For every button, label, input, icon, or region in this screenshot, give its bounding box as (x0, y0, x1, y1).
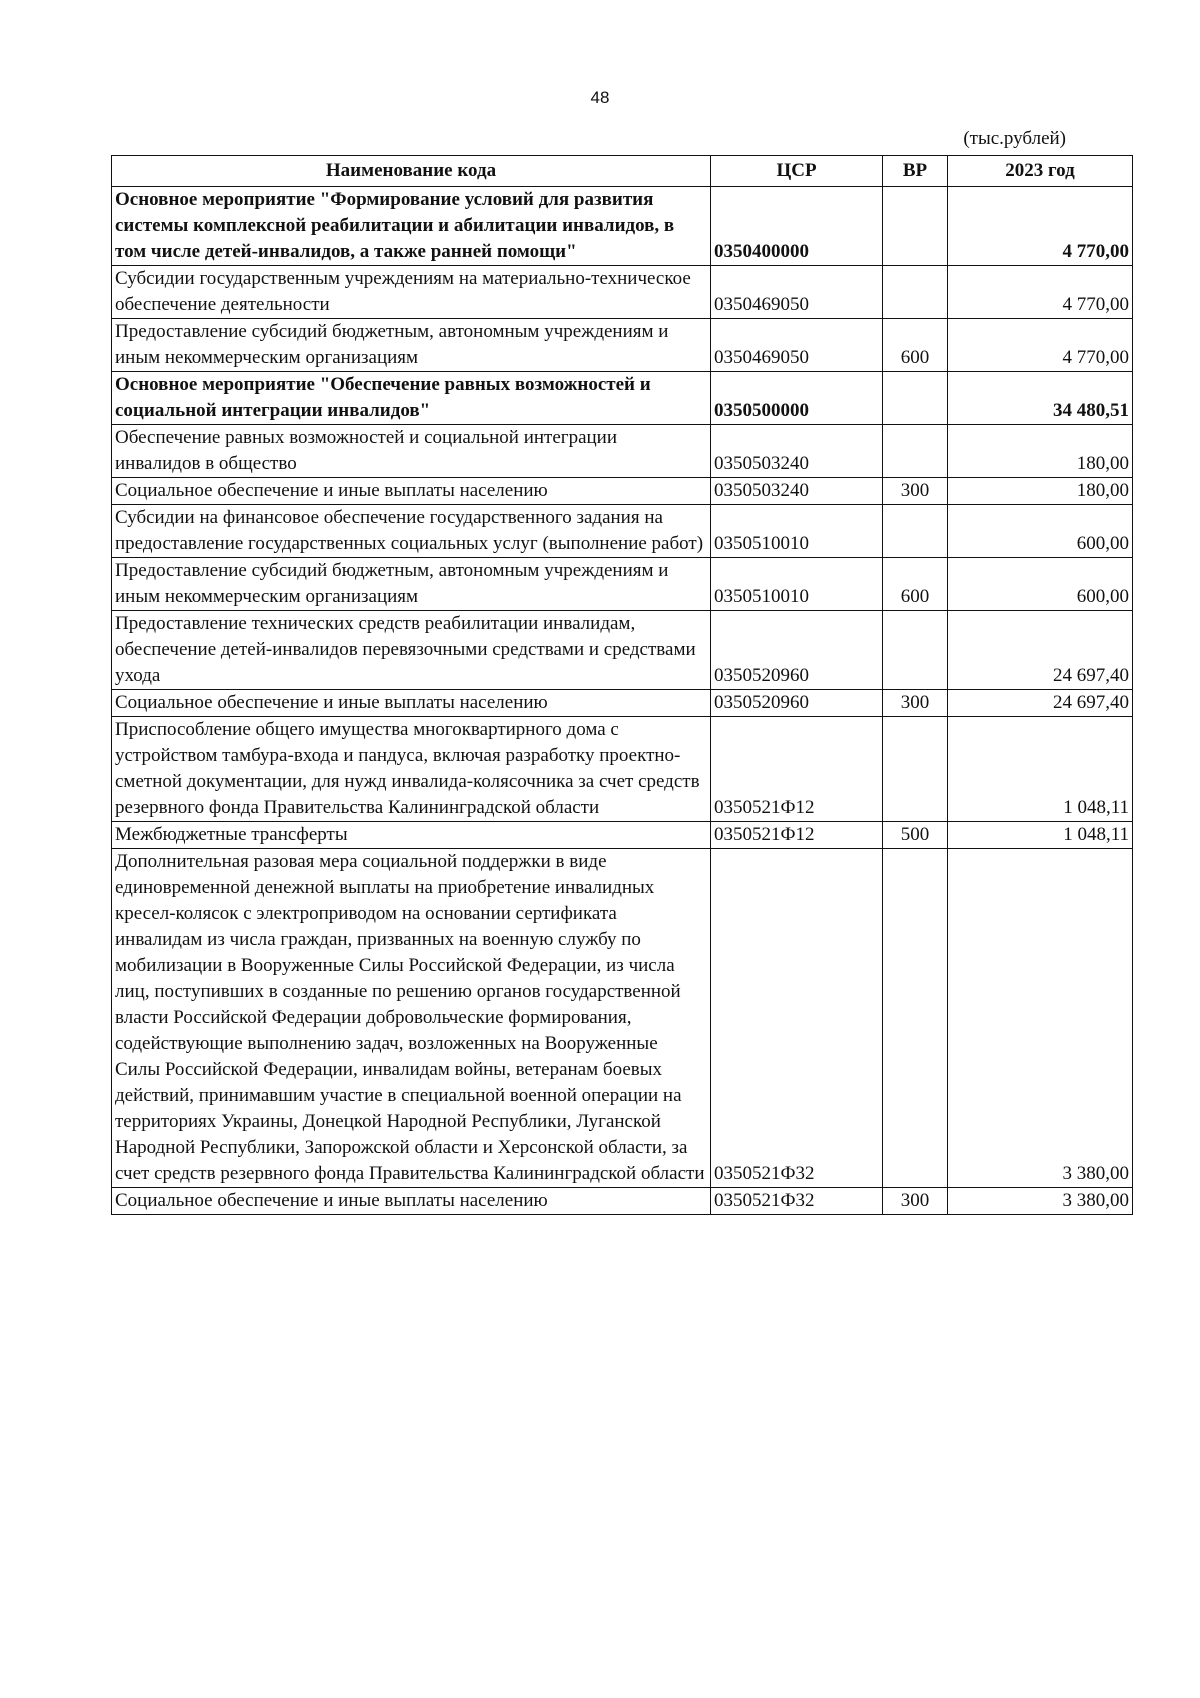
header-csr: ЦСР (711, 156, 883, 187)
row-vr (883, 187, 948, 266)
table-row (112, 690, 1133, 717)
row-csr: 0350520960 (711, 611, 883, 690)
header-name: Наименование кода (112, 156, 711, 187)
table-row (112, 849, 1133, 1188)
row-vr (883, 372, 948, 425)
row-csr: 0350503240 (711, 478, 883, 505)
row-sum: 180,00 (948, 425, 1133, 478)
row-name: Межбюджетные трансферты (112, 822, 711, 849)
row-name: Обеспечение равных возможностей и социальной интеграции инвалидов в общество (112, 425, 711, 478)
page-number: 48 (590, 88, 610, 107)
row-vr: 600 (883, 558, 948, 611)
row-sum: 3 380,00 (948, 849, 1133, 1188)
row-csr: 0350521Ф32 (711, 1188, 883, 1215)
row-sum: 4 770,00 (948, 187, 1133, 266)
row-name: Социальное обеспечение и иные выплаты населению (112, 690, 711, 717)
row-sum: 4 770,00 (948, 266, 1133, 319)
row-vr: 500 (883, 822, 948, 849)
row-name: Предоставление субсидий бюджетным, автономным учреждениям и иным некоммерческим организациям (112, 319, 711, 372)
table-row (112, 822, 1133, 849)
row-vr (883, 505, 948, 558)
row-sum: 4 770,00 (948, 319, 1133, 372)
row-csr: 0350469050 (711, 266, 883, 319)
table-row (112, 319, 1133, 372)
row-csr: 0350521Ф12 (711, 822, 883, 849)
row-name: Предоставление технических средств реабилитации инвалидам, обеспечение детей-инвалидов перевязочными средствами и средствами ухода (112, 611, 711, 690)
row-vr: 300 (883, 1188, 948, 1215)
table-row (112, 266, 1133, 319)
table-row (112, 717, 1133, 822)
row-name: Социальное обеспечение и иные выплаты населению (112, 1188, 711, 1215)
row-vr: 300 (883, 690, 948, 717)
row-sum: 600,00 (948, 558, 1133, 611)
row-csr: 0350400000 (711, 187, 883, 266)
header-sum: 2023 год (948, 156, 1133, 187)
row-sum: 24 697,40 (948, 690, 1133, 717)
table-body (112, 187, 1133, 1215)
row-csr: 0350469050 (711, 319, 883, 372)
row-vr (883, 266, 948, 319)
table-row (112, 1188, 1133, 1215)
budget-table (111, 155, 1133, 1215)
row-csr: 0350500000 (711, 372, 883, 425)
row-sum: 34 480,51 (948, 372, 1133, 425)
row-csr: 0350521Ф12 (711, 717, 883, 822)
row-vr (883, 425, 948, 478)
row-sum: 3 380,00 (948, 1188, 1133, 1215)
row-name: Предоставление субсидий бюджетным, автономным учреждениям и иным некоммерческим организациям (112, 558, 711, 611)
row-name: Основное мероприятие "Формирование условий для развития системы комплексной реабилитации и абилитации инвалидов, в том числе детей-инвалидов, а также ранней помощи" (112, 187, 711, 266)
row-sum: 180,00 (948, 478, 1133, 505)
row-csr: 0350521Ф32 (711, 849, 883, 1188)
table-row (112, 372, 1133, 425)
row-name: Социальное обеспечение и иные выплаты населению (112, 478, 711, 505)
table-row (112, 478, 1133, 505)
row-name: Субсидии государственным учреждениям на материально-техническое обеспечение деятельности (112, 266, 711, 319)
table-header-row (112, 156, 1133, 187)
row-vr (883, 717, 948, 822)
row-sum: 1 048,11 (948, 717, 1133, 822)
row-name: Субсидии на финансовое обеспечение государственного задания на предоставление государственных социальных услуг (выполнение работ) (112, 505, 711, 558)
row-csr: 0350503240 (711, 425, 883, 478)
row-csr: 0350520960 (711, 690, 883, 717)
row-sum: 1 048,11 (948, 822, 1133, 849)
row-vr (883, 611, 948, 690)
row-name: Основное мероприятие "Обеспечение равных возможностей и социальной интеграции инвалидов" (112, 372, 711, 425)
row-vr: 600 (883, 319, 948, 372)
table-row (112, 558, 1133, 611)
table-row (112, 187, 1133, 266)
row-name: Дополнительная разовая мера социальной поддержки в виде единовременной денежной выплаты на приобретение инвалидных кресел-колясок с электроприводом на основании сертификата инвалидам из числа граждан, призванных на военную службу по мобилизации в Вооруженные Силы Российской Федерации, из числа лиц, поступивших в созданные по решению органов государственной власти Российской Федерации добровольческие формирования, содействующие выполнению задач, возложенных на Вооруженные Силы Российской Федерации, инвалидам войны, ветеранам боевых действий, принимавшим участие в специальной военной операции на территориях Украины, Донецкой Народной Республики, Луганской Народной Республики, Запорожской области и Херсонской области, за счет средств резервного фонда Правительства Калининградской области (112, 849, 711, 1188)
table-row (112, 611, 1133, 690)
table-row (112, 505, 1133, 558)
units-label: (тыс.рублей) (963, 128, 1066, 149)
row-vr: 300 (883, 478, 948, 505)
row-vr (883, 849, 948, 1188)
header-vr: ВР (883, 156, 948, 187)
table-row (112, 425, 1133, 478)
row-sum: 600,00 (948, 505, 1133, 558)
row-name: Приспособление общего имущества многоквартирного дома с устройством тамбура-входа и пандуса, включая разработку проектно-сметной документации, для нужд инвалида-колясочника за счет средств резервного фонда Правительства Калининградской области (112, 717, 711, 822)
row-csr: 0350510010 (711, 505, 883, 558)
row-sum: 24 697,40 (948, 611, 1133, 690)
row-csr: 0350510010 (711, 558, 883, 611)
